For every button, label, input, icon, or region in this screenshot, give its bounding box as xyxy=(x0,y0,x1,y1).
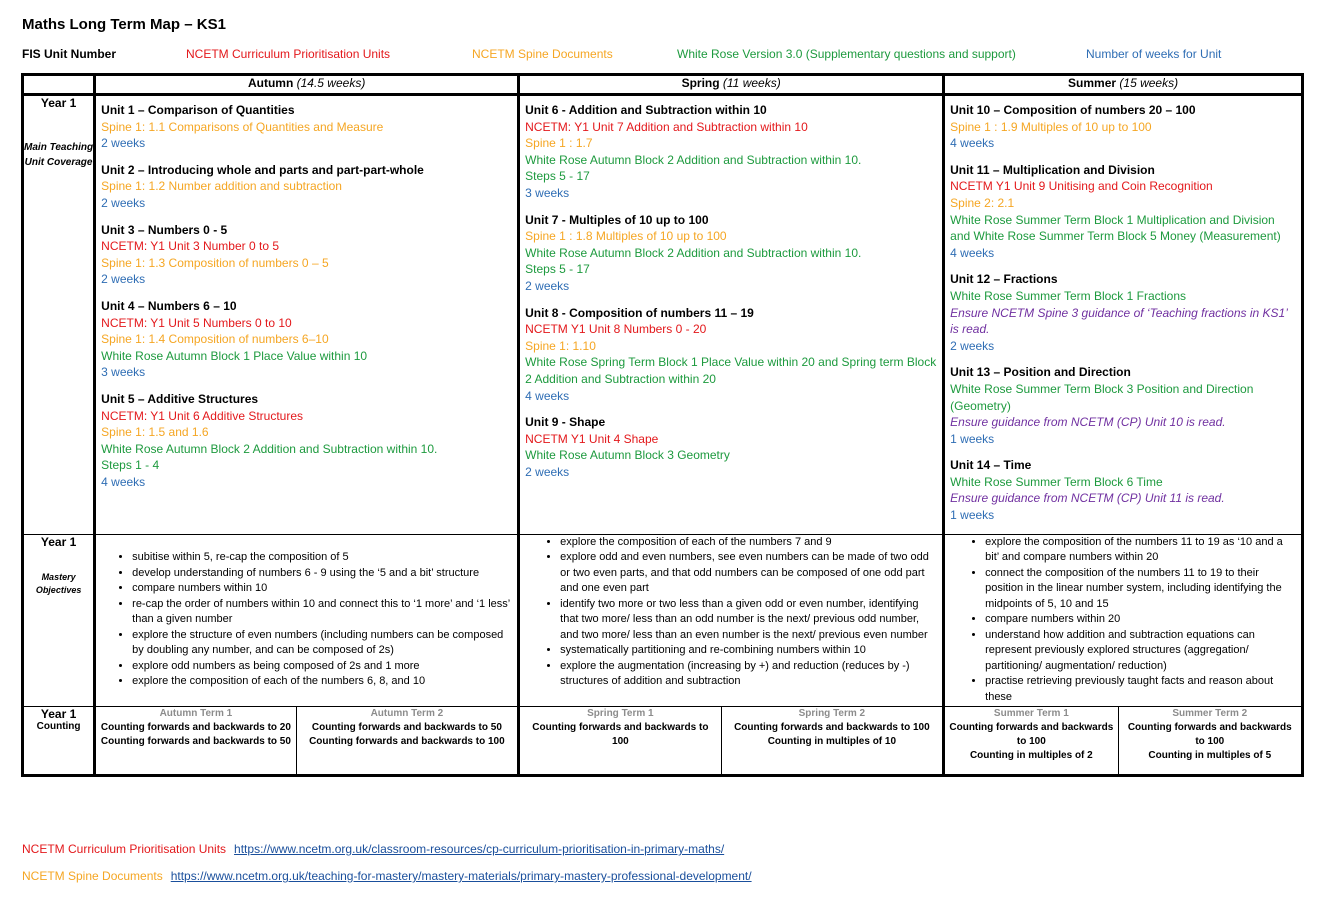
unit-block xyxy=(525,305,937,405)
unit-weeks: 1 weeks xyxy=(950,431,995,446)
mastery-row xyxy=(23,534,1303,706)
unit-weeks: 4 weeks xyxy=(101,474,146,489)
mastery-objective: • understand how addition and subtraction equations can represent previously explored structures (aggregation/ partitioning/ augmentation/ reduction) xyxy=(985,628,1297,675)
unit-title: Unit 5 – Additive Structures xyxy=(101,391,259,406)
unit-spine: Spine 1: 1.10 xyxy=(525,338,596,353)
unit-ncetm: NCETM: Y1 Unit 7 Addition and Subtraction within 10 xyxy=(525,119,808,134)
counting-line: Counting forwards and backwards to 100 xyxy=(532,721,709,747)
unit-spine: Spine 1 : 1.9 Multiples of 10 up to 100 xyxy=(950,119,1152,134)
unit-weeks: 2 weeks xyxy=(525,278,570,293)
unit-white-rose: White Rose Summer Term Block 1 Multiplication and Division and White Rose Summer Term Block 5 Money (Measurement) xyxy=(950,212,1281,244)
unit-block xyxy=(950,271,1296,354)
summer-mastery xyxy=(944,534,1303,706)
unit-spine: Spine 1 : 1.8 Multiples of 10 up to 100 xyxy=(525,229,727,244)
summer-units xyxy=(944,95,1303,535)
mastery-objective: • subitise within 5, re-cap the composition of 5 xyxy=(132,550,513,566)
autumn-mastery xyxy=(95,534,519,706)
footer-ncetm-label: NCETM Curriculum Prioritisation Units xyxy=(22,842,227,856)
counting-line: Counting forwards and backwards to 50 xyxy=(100,735,291,747)
unit-block xyxy=(101,298,512,381)
mastery-objective: • explore the composition of each of the numbers 6, 8, and 10 xyxy=(132,674,513,690)
unit-weeks: 4 weeks xyxy=(950,245,995,260)
legend-weeks: Number of weeks for Unit xyxy=(1086,47,1222,61)
unit-guidance: Ensure guidance from NCETM (CP) Unit 10 is read. xyxy=(950,415,1226,430)
unit-block xyxy=(101,222,512,288)
mastery-objective: • explore the composition of each of the numbers 7 and 9 xyxy=(560,535,938,551)
unit-ncetm: NCETM Y1 Unit 8 Numbers 0 - 20 xyxy=(525,322,707,337)
counting-term: Spring Term 2 xyxy=(798,707,866,719)
unit-spine: Spine 1: 1.3 Composition of numbers 0 – 5 xyxy=(101,255,329,270)
mastery-objective: • compare numbers within 10 xyxy=(132,581,513,597)
unit-spine: Spine 1: 1.2 Number addition and subtraction xyxy=(101,179,342,194)
counting-line: Counting in multiples of 5 xyxy=(1148,749,1272,761)
counting-term: Summer Term 2 xyxy=(1172,707,1248,719)
unit-block xyxy=(525,414,937,480)
unit-white-rose: White Rose Summer Term Block 1 Fractions xyxy=(950,288,1186,303)
footer-spine xyxy=(22,869,752,883)
counting-line: Counting forwards and backwards to 100 xyxy=(309,735,505,747)
unit-title: Unit 8 - Composition of numbers 11 – 19 xyxy=(525,305,754,320)
unit-title: Unit 10 – Composition of numbers 20 – 100 xyxy=(950,103,1196,117)
unit-block xyxy=(950,364,1296,447)
counting-line: Counting forwards and backwards to 50 xyxy=(311,721,502,733)
unit-guidance: Ensure guidance from NCETM (CP) Unit 11 is read. xyxy=(950,491,1225,506)
counting-term: Summer Term 1 xyxy=(993,707,1069,719)
mastery-objective: • explore odd and even numbers, see even numbers can be made of two odd or two even parts, and that odd numbers can be composed of one odd part and one even part xyxy=(560,550,938,597)
unit-white-rose: White Rose Summer Term Block 6 Time xyxy=(950,474,1163,489)
mastery-objective: • systematically partitioning and re-combining numbers within 10 xyxy=(560,643,938,659)
legend-white-rose: White Rose Version 3.0 (Supplementary questions and support) xyxy=(677,47,1016,61)
long-term-map-table xyxy=(21,73,1304,777)
legend-spine: NCETM Spine Documents xyxy=(472,47,613,61)
unit-block xyxy=(950,162,1296,262)
unit-spine: Spine 1: 1.5 and 1.6 xyxy=(101,425,209,440)
mastery-objective: • develop understanding of numbers 6 - 9 using the ‘5 and a bit’ structure xyxy=(132,566,513,582)
mastery-objective: • compare numbers within 20 xyxy=(985,612,1297,628)
counting-cell xyxy=(1118,706,1302,775)
unit-title: Unit 13 – Position and Direction xyxy=(950,365,1131,380)
mastery-objective: • explore the augmentation (increasing by +) and reduction (reduces by -) structures of addition and subtraction xyxy=(560,659,938,690)
unit-spine: Spine 1 : 1.7 xyxy=(525,136,593,151)
unit-title: Unit 14 – Time xyxy=(950,458,1032,473)
unit-ncetm: NCETM: Y1 Unit 6 Additive Structures xyxy=(101,408,304,423)
unit-block xyxy=(950,102,1296,152)
unit-block xyxy=(101,162,512,212)
counting-line: Counting in multiples of 2 xyxy=(969,749,1093,761)
counting-term: Spring Term 1 xyxy=(587,707,654,719)
row-head-main: Year 1 Main Teaching Unit Coverage xyxy=(23,95,95,535)
unit-guidance: Ensure NCETM Spine 3 guidance of ‘Teaching fractions in KS1’ is read. xyxy=(950,305,1288,337)
unit-block xyxy=(525,212,937,295)
page-title: Maths Long Term Map – KS1 xyxy=(22,16,226,33)
unit-weeks: 4 weeks xyxy=(525,388,570,403)
spring-header: Spring (11 weeks) xyxy=(519,75,944,95)
unit-white-rose: White Rose Summer Term Block 3 Position and Direction (Geometry) xyxy=(950,381,1254,413)
mastery-objective: • re-cap the order of numbers within 10 and connect this to ‘1 more’ and ‘1 less’ than a given number xyxy=(132,597,513,628)
unit-ncetm: NCETM Y1 Unit 4 Shape xyxy=(525,431,659,446)
unit-weeks: 2 weeks xyxy=(950,338,995,353)
mastery-objective: • explore the composition of the numbers 11 to 19 as ‘10 and a bit’ and compare numbers within 20 xyxy=(985,535,1297,566)
counting-cell xyxy=(296,706,519,775)
unit-spine: Spine 1: 1.4 Composition of numbers 6–10 xyxy=(101,332,329,347)
unit-title: Unit 4 – Numbers 6 – 10 xyxy=(101,298,237,313)
unit-weeks: 4 weeks xyxy=(950,136,995,151)
unit-weeks: 2 weeks xyxy=(101,272,146,287)
mastery-objective: • explore the structure of even numbers (including numbers can be composed by doubling any number, and can be composed of 2s) xyxy=(132,628,513,659)
counting-term: Autumn Term 1 xyxy=(159,707,233,719)
unit-title: Unit 12 – Fractions xyxy=(950,272,1058,287)
counting-line: Counting forwards and backwards to 100 xyxy=(949,721,1114,747)
counting-line: Counting forwards and backwards to 100 xyxy=(1127,721,1292,747)
unit-weeks: 3 weeks xyxy=(101,365,146,380)
spring-units xyxy=(519,95,944,535)
ncetm-link[interactable]: https://www.ncetm.org.uk/classroom-resources/cp-curriculum-prioritisation-in-primary-maths/ xyxy=(234,842,725,856)
unit-spine: Spine 1: 1.1 Comparisons of Quantities and Measure xyxy=(101,119,384,134)
counting-line: Counting forwards and backwards to 100 xyxy=(734,721,930,733)
row-head-counting: Year 1 Counting xyxy=(23,706,95,775)
season-header-row xyxy=(23,75,1303,95)
unit-title: Unit 3 – Numbers 0 - 5 xyxy=(101,222,228,237)
unit-ncetm: NCETM: Y1 Unit 5 Numbers 0 to 10 xyxy=(101,315,292,330)
counting-cell xyxy=(721,706,944,775)
legend-fis: FIS Unit Number xyxy=(22,47,117,61)
mastery-objective: • connect the composition of the numbers 11 to 19 to their position in the linear number system, including identifying the midpoints of 5, 10 and 15 xyxy=(985,566,1297,613)
unit-white-rose-steps: Steps 5 - 17 xyxy=(525,169,590,184)
unit-weeks: 1 weeks xyxy=(950,508,995,523)
mastery-objective: • identify two more or two less than a given odd or even number, identifying that two more/ less than an odd number is the next/ previous odd number, and two more/ less than an even number is the next/ previous even number xyxy=(560,597,938,644)
units-row xyxy=(23,95,1303,535)
footer-spine-label: NCETM Spine Documents xyxy=(22,869,163,883)
unit-weeks: 3 weeks xyxy=(525,185,570,200)
unit-block xyxy=(525,102,937,202)
mastery-objective: • explore odd numbers as being composed of 2s and 1 more xyxy=(132,659,513,675)
unit-white-rose: White Rose Autumn Block 2 Addition and Subtraction within 10. xyxy=(525,152,862,167)
unit-title: Unit 1 – Comparison of Quantities xyxy=(101,103,295,117)
unit-block xyxy=(101,391,512,491)
counting-line: Counting in multiples of 10 xyxy=(767,735,897,747)
unit-title: Unit 11 – Multiplication and Division xyxy=(950,162,1155,177)
counting-line: Counting forwards and backwards to 20 xyxy=(100,721,291,733)
autumn-units xyxy=(95,95,519,535)
unit-weeks: 2 weeks xyxy=(525,464,570,479)
unit-white-rose: White Rose Autumn Block 2 Addition and Subtraction within 10. xyxy=(525,245,862,260)
unit-weeks: 2 weeks xyxy=(101,136,146,151)
legend-ncetm-cp: NCETM Curriculum Prioritisation Units xyxy=(186,47,391,61)
row-head-mastery: Year 1 Mastery Objectives xyxy=(23,534,95,706)
counting-cell xyxy=(519,706,721,775)
unit-ncetm: NCETM Y1 Unit 9 Unitising and Coin Recognition xyxy=(950,179,1213,194)
unit-spine: Spine 2: 2.1 xyxy=(950,195,1015,210)
unit-block xyxy=(101,102,512,152)
mastery-objective: • practise retrieving previously taught facts and reason about these xyxy=(985,674,1297,705)
counting-cell xyxy=(95,706,296,775)
corner-cell xyxy=(23,75,95,95)
unit-white-rose: White Rose Autumn Block 2 Addition and Subtraction within 10. xyxy=(101,441,438,456)
counting-cell xyxy=(944,706,1118,775)
unit-white-rose: White Rose Autumn Block 3 Geometry xyxy=(525,448,730,463)
unit-white-rose-steps: Steps 5 - 17 xyxy=(525,262,590,277)
counting-row xyxy=(23,706,1303,775)
unit-title: Unit 9 - Shape xyxy=(525,415,606,430)
summer-header: Summer (15 weeks) xyxy=(944,75,1303,95)
unit-ncetm: NCETM: Y1 Unit 3 Number 0 to 5 xyxy=(101,239,279,254)
unit-title: Unit 2 – Introducing whole and parts and part-part-whole xyxy=(101,162,424,177)
spring-mastery xyxy=(519,534,944,706)
footer-ncetm xyxy=(22,842,724,856)
unit-title: Unit 6 - Addition and Subtraction within 10 xyxy=(525,103,767,117)
autumn-header: Autumn (14.5 weeks) xyxy=(95,75,519,95)
spine-link[interactable]: https://www.ncetm.org.uk/teaching-for-mastery/mastery-materials/primary-mastery-professional-development/ xyxy=(170,869,752,883)
unit-white-rose: White Rose Autumn Block 1 Place Value within 10 xyxy=(101,348,368,363)
unit-white-rose-steps: Steps 1 - 4 xyxy=(101,458,160,473)
unit-weeks: 2 weeks xyxy=(101,195,146,210)
unit-block xyxy=(950,457,1296,523)
unit-white-rose: White Rose Spring Term Block 1 Place Value within 20 and Spring term Block 2 Addition and Subtraction within 20 xyxy=(525,355,937,386)
unit-title: Unit 7 - Multiples of 10 up to 100 xyxy=(525,212,709,227)
counting-term: Autumn Term 2 xyxy=(370,707,444,719)
